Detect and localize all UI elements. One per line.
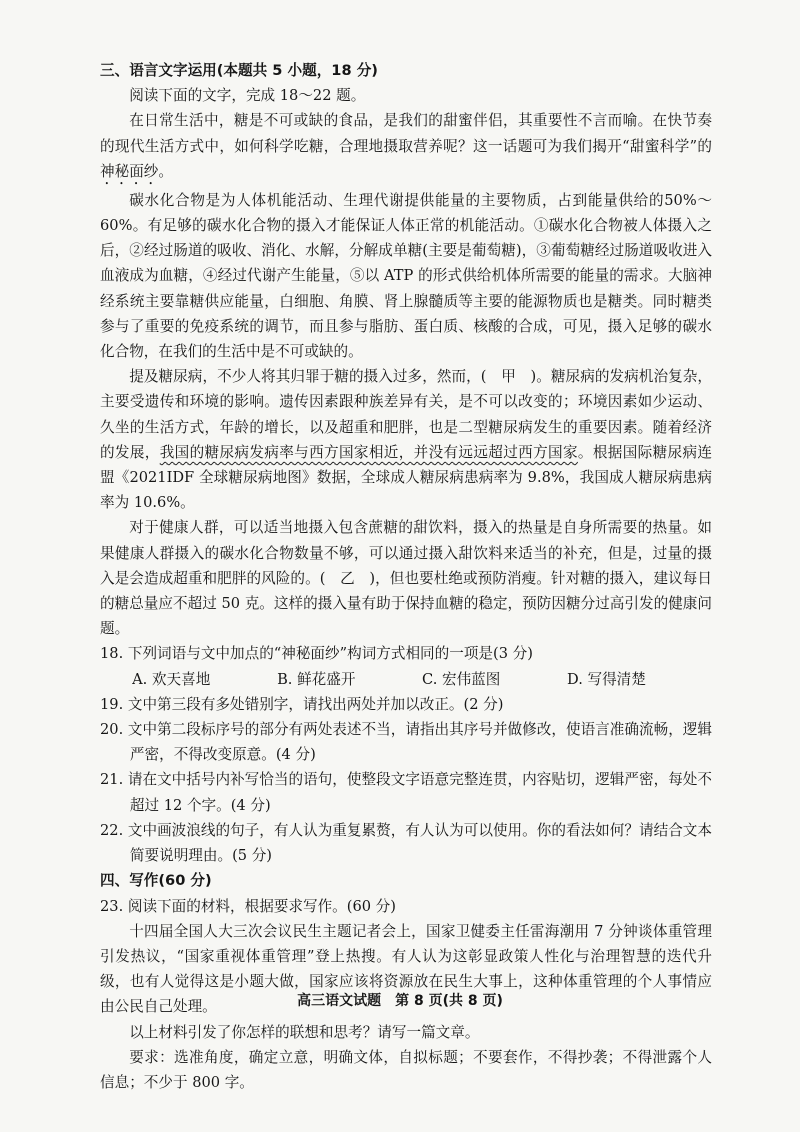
writing-material: 十四届全国人大三次会议民生主题记者会上，国家卫健委主任雷海潮用 7 分钟谈体重管理引发热议，“国家重视体重管理”登上热搜。有人认为这彰显政策人性化与治理智慧的迭代升级，也有人觉得这是小题大做，国家应该将资源放在民生大事上，这种体重管理的个人事情应由公民自己处理。 (100, 922, 712, 1016)
option-a: A. 欢天喜地 (132, 670, 211, 688)
paragraph-1-text: 在日常生活中，糖是不可或缺的食品，是我们的甜蜜伴侣，其重要性不言而喻。在快节奏的现代生活方式中，如何科学吃糖，合理地摄取营养呢？这一话题可为我们揭开“甜蜜科学”的 (100, 112, 712, 155)
option-d: D. 写得清楚 (567, 670, 646, 688)
paragraph-4: 对于健康人群，可以适当地摄入包含蔗糖的甜饮料，摄入的热量是自身所需要的热量。如果健康人群摄入的碳水化合物数量不够，可以通过摄入甜饮料来适当的补充，但是，过量的摄入是会造成超重和肥胖的风险的。( 乙 )，但也要杜绝或预防消瘦。针对糖的摄入，建议每日的糖总量应不超过 50 克。这样的摄入量有助于保持血糖的稳定，预防因糖分过高引发的健康问题。 (100, 519, 712, 638)
paragraph-2: 碳水化合物是为人体机能活动、生理代谢提供能量的主要物质，占到能量供给的50%～60%。有足够的碳水化合物的摄入才能保证人体正常的机能活动。①碳水化合物被人体摄入之后，②经过肠道的吸收、消化、水解，分解成单糖(主要是葡萄糖)，③葡萄糖经过肠道吸收进入血液成为血糖，④经过代谢产生能量，⑤以 ATP 的形式供给机体所需要的能量的需求。大脑神经系统主要靠糖供应能量，白细胞、角膜、肾上腺髓质等主要的能源物质也是糖类。同时糖类参与了重要的免疫系统的调节，而且参与脂肪、蛋白质、核酸的合成，可见，摄入足够的碳水化合物，在我们的生活中是不可或缺的。 (100, 191, 712, 361)
wavy-underlined-sentence: 我国的糖尿病发病率与西方国家相近，并没有远远超过西方国家 (159, 443, 578, 461)
paragraph-3-text-a: 提及糖尿病，不少人将其归罪于糖的摄入过多，然而，( 甲 )。糖尿病的发病机治复杂，主要受遗传和环境的影响。遗传因素跟种族差异有关，是不可以改变的；环境因素如少运动、久坐的生活方式，年龄的增长，以及超重和肥胖，也是二型糖尿病发生的重要因素。随着经济的发展， (100, 368, 712, 461)
paragraph-3 (100, 364, 712, 515)
exam-content (100, 58, 712, 1095)
question-20: 20. 文中第二段标序号的部分有两处表述不当，请指出其序号并做修改，使语言准确流畅，逻辑严密，不得改变原意。(4 分) (100, 721, 712, 764)
dotted-phrase: 神秘面纱 (100, 162, 159, 180)
question-19: 19. 文中第三段有多处错别字，请找出两处并加以改正。(2 分) (100, 695, 504, 713)
writing-prompt: 以上材料引发了你怎样的联想和思考？请写一篇文章。 (129, 1023, 480, 1041)
question-23: 23. 阅读下面的材料，根据要求写作。(60 分) (100, 897, 396, 915)
section-4-heading: 四、写作(60 分) (100, 872, 212, 890)
section-3-heading: 三、语言文字运用(本题共 5 小题，18 分) (100, 62, 378, 79)
question-21: 21. 请在文中括号内补写恰当的语句，使整段文字语意完整连贯，内容贴切，逻辑严密，每处不超过 12 个字。(4 分) (100, 771, 712, 814)
paragraph-1 (100, 108, 712, 187)
paragraph-1-end: 。 (158, 162, 173, 180)
page-footer: 高三语文试题 第 8 页(共 8 页) (297, 993, 503, 1009)
question-18: 18. 下列词语与文中加点的“神秘面纱”构词方式相同的一项是(3 分) (100, 645, 533, 663)
option-b: B. 鲜花盛开 (277, 670, 356, 688)
reading-instruction: 阅读下面的文字，完成 18～22 题。 (129, 87, 366, 105)
question-22: 22. 文中画波浪线的句子，有人认为重复累赘，有人认为可以使用。你的看法如何？请结合文本简要说明理由。(5 分) (100, 821, 712, 865)
option-c: C. 宏伟蓝图 (422, 670, 501, 688)
question-18-options (100, 667, 712, 692)
paragraph-3-text-b: 。根据国际糖尿病连盟《2021IDF 全球糖尿病地图》数据，全球成人糖尿病患病率为 9.8%，我国成人糖尿病患病率为 10.6%。 (100, 443, 712, 512)
writing-requirements: 要求：选准角度，确定立意，明确文体，自拟标题；不要套作，不得抄袭；不得泄露个人信息；不少于 800 字。 (100, 1048, 712, 1091)
